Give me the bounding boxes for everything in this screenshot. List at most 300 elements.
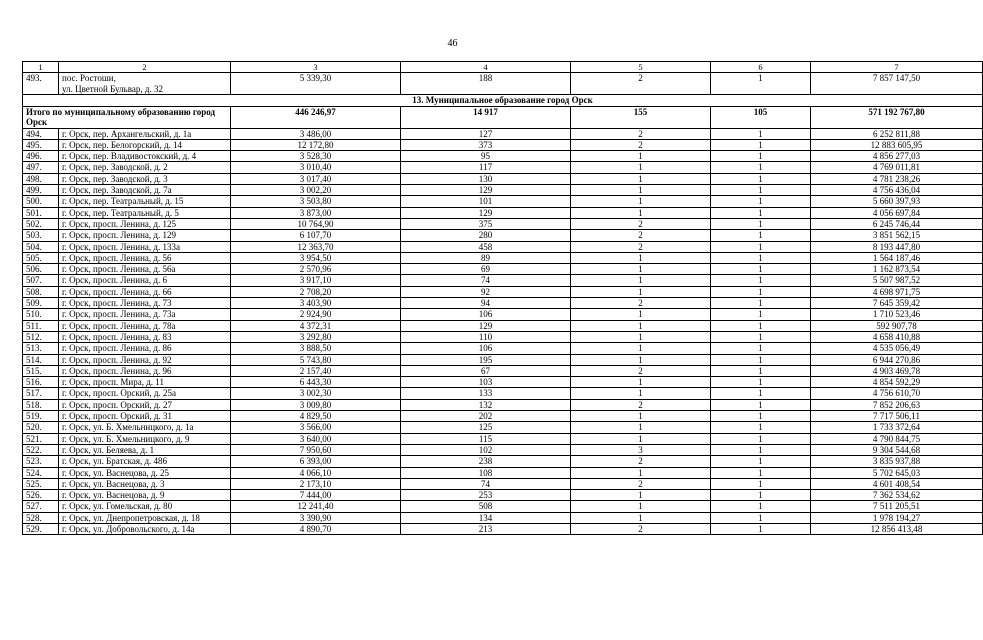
row-col5: 1: [571, 151, 711, 162]
row-cost: 4 756 436,04: [811, 185, 983, 196]
row-number: 501.: [23, 207, 59, 218]
table-row: [23, 320, 983, 331]
table-row: [23, 275, 983, 286]
total-col5: 155: [571, 106, 711, 128]
row-address: г. Орск, просп. Ленина, д. 78а: [59, 320, 231, 331]
row-col5: 1: [571, 422, 711, 433]
row-area: 7 950,60: [231, 444, 401, 455]
row-col6: 1: [711, 173, 811, 184]
row-area: 3 390,90: [231, 512, 401, 523]
table-row: [23, 151, 983, 162]
row-residents: 134: [401, 512, 571, 523]
row-cost: 7 511 205,51: [811, 501, 983, 512]
row-col5: 2: [571, 365, 711, 376]
row-address: г. Орск, пер. Заводской, д. 7а: [59, 185, 231, 196]
row-col6: 1: [711, 218, 811, 229]
row-area: 5 339,30: [231, 73, 401, 95]
row-area: 3 873,00: [231, 207, 401, 218]
row-residents: 127: [401, 128, 571, 139]
row-area: 4 890,70: [231, 523, 401, 534]
row-address: г. Орск, пер. Владивостокский, д. 4: [59, 151, 231, 162]
row-col5: 1: [571, 512, 711, 523]
row-cost: 4 790 844,75: [811, 433, 983, 444]
table-row: [23, 377, 983, 388]
row-col5: 1: [571, 343, 711, 354]
row-cost: 4 856 277,03: [811, 151, 983, 162]
row-area: 6 443,30: [231, 377, 401, 388]
row-area: 6 107,70: [231, 230, 401, 241]
total-row: [23, 106, 983, 128]
row-col6: 1: [711, 264, 811, 275]
row-col5: 1: [571, 377, 711, 388]
row-col5: 1: [571, 207, 711, 218]
row-residents: 101: [401, 196, 571, 207]
row-area: 3 954,50: [231, 252, 401, 263]
row-cost: 3 835 937,88: [811, 456, 983, 467]
row-area: 3 010,40: [231, 162, 401, 173]
row-cost: 3 851 562,15: [811, 230, 983, 241]
row-cost: 7 362 534,62: [811, 490, 983, 501]
table-row: [23, 207, 983, 218]
table-row: [23, 286, 983, 297]
row-cost: 4 535 056,49: [811, 343, 983, 354]
row-cost: 1 710 523,46: [811, 309, 983, 320]
row-col6: 1: [711, 399, 811, 410]
row-cost: 1 978 194,27: [811, 512, 983, 523]
row-col6: 1: [711, 490, 811, 501]
row-residents: 108: [401, 467, 571, 478]
row-area: 2 173,10: [231, 478, 401, 489]
row-cost: 5 702 645,03: [811, 467, 983, 478]
row-address: г. Орск, просп. Ленина, д. 129: [59, 230, 231, 241]
row-address: [59, 73, 231, 95]
row-col5: 1: [571, 286, 711, 297]
table-row: [23, 230, 983, 241]
row-area: 3 566,00: [231, 422, 401, 433]
row-residents: 69: [401, 264, 571, 275]
row-address: г. Орск, пер. Театральный, д. 15: [59, 196, 231, 207]
row-col5: 1: [571, 388, 711, 399]
row-area: 3 017,40: [231, 173, 401, 184]
row-cost: 7 645 359,42: [811, 298, 983, 309]
row-area: 10 764,90: [231, 218, 401, 229]
row-col6: 1: [711, 377, 811, 388]
row-residents: 89: [401, 252, 571, 263]
table-row: [23, 354, 983, 365]
row-residents: 92: [401, 286, 571, 297]
row-address: г. Орск, ул. Добровольского, д. 14а: [59, 523, 231, 534]
row-cost: 12 856 413,48: [811, 523, 983, 534]
row-area: 12 241,40: [231, 501, 401, 512]
row-col6: 1: [711, 411, 811, 422]
row-number: 503.: [23, 230, 59, 241]
row-col6: 1: [711, 331, 811, 342]
row-area: 3 503,80: [231, 196, 401, 207]
row-residents: 280: [401, 230, 571, 241]
table-row: [23, 365, 983, 376]
row-residents: 125: [401, 422, 571, 433]
row-col5: 1: [571, 162, 711, 173]
row-col5: 1: [571, 185, 711, 196]
row-col6: 1: [711, 286, 811, 297]
row-number: 519.: [23, 411, 59, 422]
row-col5: 1: [571, 411, 711, 422]
row-cost: 9 304 544,68: [811, 444, 983, 455]
row-address: г. Орск, просп. Ленина, д. 86: [59, 343, 231, 354]
row-col6: 1: [711, 467, 811, 478]
table-row: [23, 512, 983, 523]
row-col5: 1: [571, 309, 711, 320]
row-number: 494.: [23, 128, 59, 139]
row-number: 510.: [23, 309, 59, 320]
row-residents: 238: [401, 456, 571, 467]
row-residents: 129: [401, 207, 571, 218]
building-registry-table: [22, 61, 983, 535]
row-number: 521.: [23, 433, 59, 444]
row-col6: 1: [711, 309, 811, 320]
row-col5: 2: [571, 523, 711, 534]
row-area: 2 708,20: [231, 286, 401, 297]
row-cost: 4 769 011,81: [811, 162, 983, 173]
row-address: г. Орск, ул. Васнецова, д. 3: [59, 478, 231, 489]
column-number-row: [23, 62, 983, 73]
row-col5: 2: [571, 241, 711, 252]
section-title: 13. Муниципальное образование город Орск: [23, 95, 983, 106]
row-cost: 7 852 206,63: [811, 399, 983, 410]
row-area: 3 528,30: [231, 151, 401, 162]
row-residents: 95: [401, 151, 571, 162]
column-number: 1: [23, 62, 59, 73]
row-col6: 1: [711, 252, 811, 263]
row-area: 3 888,50: [231, 343, 401, 354]
row-col6: 1: [711, 444, 811, 455]
row-area: 2 570,96: [231, 264, 401, 275]
row-residents: 133: [401, 388, 571, 399]
table-row: [23, 241, 983, 252]
table-row: [23, 467, 983, 478]
row-residents: 67: [401, 365, 571, 376]
row-cost: 6 245 746,44: [811, 218, 983, 229]
row-col5: 2: [571, 230, 711, 241]
row-col6: 1: [711, 207, 811, 218]
table-row: [23, 252, 983, 263]
row-residents: 213: [401, 523, 571, 534]
row-residents: 508: [401, 501, 571, 512]
row-address: г. Орск, просп. Ленина, д. 133а: [59, 241, 231, 252]
table-row: [23, 173, 983, 184]
column-number: 7: [811, 62, 983, 73]
row-address: г. Орск, просп. Ленина, д. 56: [59, 252, 231, 263]
row-residents: 129: [401, 185, 571, 196]
row-number: 493.: [23, 73, 59, 95]
row-col6: 1: [711, 512, 811, 523]
row-number: 495.: [23, 139, 59, 150]
row-cost: 592 907,78: [811, 320, 983, 331]
row-address: г. Орск, ул. Беляева, д. 1: [59, 444, 231, 455]
row-number: 514.: [23, 354, 59, 365]
table-row: [23, 422, 983, 433]
row-number: 525.: [23, 478, 59, 489]
row-col6: 1: [711, 320, 811, 331]
row-cost: 1 162 873,54: [811, 264, 983, 275]
row-address: г. Орск, просп. Ленина, д. 73а: [59, 309, 231, 320]
table-row: [23, 139, 983, 150]
row-cost: 4 756 610,70: [811, 388, 983, 399]
row-area: 4 066,10: [231, 467, 401, 478]
row-number: 498.: [23, 173, 59, 184]
table-row: [23, 433, 983, 444]
row-number: 496.: [23, 151, 59, 162]
column-number: 4: [401, 62, 571, 73]
row-col5: 1: [571, 173, 711, 184]
row-cost: 7 857 147,50: [811, 73, 983, 95]
row-col5: 1: [571, 354, 711, 365]
row-col6: 1: [711, 343, 811, 354]
row-address: г. Орск, просп. Ленина, д. 92: [59, 354, 231, 365]
total-label: Итого по муниципальному образованию город Орск: [23, 106, 231, 128]
table-row: [23, 73, 983, 95]
table-row: [23, 501, 983, 512]
total-cost: 571 192 767,80: [811, 106, 983, 128]
row-address: г. Орск, ул. Васнецова, д. 9: [59, 490, 231, 501]
row-residents: 373: [401, 139, 571, 150]
row-cost: 4 781 238,26: [811, 173, 983, 184]
row-col6: 1: [711, 230, 811, 241]
row-col6: 1: [711, 456, 811, 467]
table-row: [23, 185, 983, 196]
row-col5: 3: [571, 444, 711, 455]
row-residents: 106: [401, 309, 571, 320]
row-residents: 188: [401, 73, 571, 95]
row-col6: 1: [711, 128, 811, 139]
table-row: [23, 399, 983, 410]
row-number: 511.: [23, 320, 59, 331]
row-address: г. Орск, пер. Заводской, д. 2: [59, 162, 231, 173]
table-row: [23, 128, 983, 139]
row-area: 12 172,80: [231, 139, 401, 150]
row-address: г. Орск, пер. Театральный, д. 5: [59, 207, 231, 218]
row-cost: 4 903 469,78: [811, 365, 983, 376]
row-residents: 129: [401, 320, 571, 331]
row-area: 7 444,00: [231, 490, 401, 501]
row-col5: 2: [571, 298, 711, 309]
row-col5: 1: [571, 433, 711, 444]
row-number: 524.: [23, 467, 59, 478]
row-cost: 1 733 372,64: [811, 422, 983, 433]
row-residents: 106: [401, 343, 571, 354]
row-cost: 4 854 592,29: [811, 377, 983, 388]
address-line: пос. Ростоши,: [62, 73, 116, 84]
table-row: [23, 218, 983, 229]
row-residents: 74: [401, 478, 571, 489]
row-col5: 2: [571, 478, 711, 489]
row-residents: 375: [401, 218, 571, 229]
table-row: [23, 331, 983, 342]
row-address: г. Орск, просп. Ленина, д. 125: [59, 218, 231, 229]
row-area: 3 917,10: [231, 275, 401, 286]
row-area: 5 743,80: [231, 354, 401, 365]
row-address: г. Орск, просп. Ленина, д. 6: [59, 275, 231, 286]
row-number: 499.: [23, 185, 59, 196]
row-area: 3 002,20: [231, 185, 401, 196]
row-number: 509.: [23, 298, 59, 309]
row-cost: 6 944 270,86: [811, 354, 983, 365]
row-residents: 195: [401, 354, 571, 365]
row-cost: 8 193 447,80: [811, 241, 983, 252]
row-residents: 110: [401, 331, 571, 342]
column-number: 6: [711, 62, 811, 73]
table-row: [23, 388, 983, 399]
row-address: г. Орск, пер. Архангельский, д. 1а: [59, 128, 231, 139]
row-cost: 12 883 605,95: [811, 139, 983, 150]
row-number: 507.: [23, 275, 59, 286]
page-number: 46: [447, 38, 458, 49]
row-number: 526.: [23, 490, 59, 501]
row-address: г. Орск, просп. Ленина, д. 73: [59, 298, 231, 309]
row-col5: 2: [571, 456, 711, 467]
row-cost: 7 717 506,11: [811, 411, 983, 422]
row-cost: 4 601 408,54: [811, 478, 983, 489]
row-address: г. Орск, просп. Ленина, д. 56а: [59, 264, 231, 275]
row-col6: 1: [711, 478, 811, 489]
row-area: 3 002,30: [231, 388, 401, 399]
row-number: 513.: [23, 343, 59, 354]
row-number: 518.: [23, 399, 59, 410]
row-number: 505.: [23, 252, 59, 263]
row-number: 515.: [23, 365, 59, 376]
table-row: [23, 523, 983, 534]
table-row: [23, 309, 983, 320]
table-row: [23, 456, 983, 467]
row-col5: 1: [571, 275, 711, 286]
row-cost: 4 698 971,75: [811, 286, 983, 297]
row-number: 508.: [23, 286, 59, 297]
table-row: [23, 444, 983, 455]
table-row: [23, 162, 983, 173]
table-row: [23, 478, 983, 489]
row-area: 2 157,40: [231, 365, 401, 376]
row-col5: 1: [571, 264, 711, 275]
row-number: 512.: [23, 331, 59, 342]
row-col5: 2: [571, 399, 711, 410]
row-area: 3 640,00: [231, 433, 401, 444]
row-address: г. Орск, ул. Б. Хмельницкого, д. 1а: [59, 422, 231, 433]
row-number: 502.: [23, 218, 59, 229]
row-area: 6 393,00: [231, 456, 401, 467]
row-col6: 1: [711, 365, 811, 376]
row-number: 497.: [23, 162, 59, 173]
row-residents: 130: [401, 173, 571, 184]
row-address: г. Орск, ул. Днепропетровская, д. 18: [59, 512, 231, 523]
row-address: г. Орск, пер. Белогорский, д. 14: [59, 139, 231, 150]
row-col5: 2: [571, 139, 711, 150]
row-col5: 1: [571, 320, 711, 331]
table-row: [23, 196, 983, 207]
row-number: 528.: [23, 512, 59, 523]
row-address: г. Орск, просп. Орский, д. 25а: [59, 388, 231, 399]
total-area: 446 246,97: [231, 106, 401, 128]
row-cost: 5 660 397,93: [811, 196, 983, 207]
row-residents: 94: [401, 298, 571, 309]
row-cost: 4 056 697,84: [811, 207, 983, 218]
row-number: 504.: [23, 241, 59, 252]
row-residents: 115: [401, 433, 571, 444]
section-header-row: [23, 95, 983, 106]
row-col5: 1: [571, 331, 711, 342]
row-col6: 1: [711, 433, 811, 444]
row-address: г. Орск, просп. Орский, д. 27: [59, 399, 231, 410]
row-number: 523.: [23, 456, 59, 467]
row-address: г. Орск, ул. Братская, д. 486: [59, 456, 231, 467]
row-area: 12 363,70: [231, 241, 401, 252]
row-address: г. Орск, просп. Ленина, д. 96: [59, 365, 231, 376]
row-address: г. Орск, просп. Орский, д. 31: [59, 411, 231, 422]
row-cost: 6 252 811,88: [811, 128, 983, 139]
row-col5: 1: [571, 252, 711, 263]
table-row: [23, 264, 983, 275]
row-number: 500.: [23, 196, 59, 207]
row-col6: 1: [711, 241, 811, 252]
row-area: 2 924,90: [231, 309, 401, 320]
row-number: 516.: [23, 377, 59, 388]
address-line: ул. Цветной Бульвар, д. 32: [62, 83, 163, 94]
row-col5: 1: [571, 490, 711, 501]
row-area: 3 292,80: [231, 331, 401, 342]
row-residents: 102: [401, 444, 571, 455]
row-col6: 1: [711, 162, 811, 173]
row-address: г. Орск, ул. Васнецова, д. 25: [59, 467, 231, 478]
row-col6: 1: [711, 139, 811, 150]
row-number: 520.: [23, 422, 59, 433]
row-address: г. Орск, просп. Ленина, д. 66: [59, 286, 231, 297]
row-address: г. Орск, ул. Гомельская, д. 80: [59, 501, 231, 512]
total-residents: 14 917: [401, 106, 571, 128]
row-residents: 253: [401, 490, 571, 501]
row-col6: 1: [711, 185, 811, 196]
column-number: 5: [571, 62, 711, 73]
row-col5: 2: [571, 128, 711, 139]
row-area: 4 372,31: [231, 320, 401, 331]
row-col5: 1: [571, 501, 711, 512]
table-row: [23, 411, 983, 422]
row-residents: 103: [401, 377, 571, 388]
row-cost: 1 564 187,46: [811, 252, 983, 263]
column-number: 3: [231, 62, 401, 73]
row-number: 522.: [23, 444, 59, 455]
table-row: [23, 298, 983, 309]
row-col5: 2: [571, 218, 711, 229]
row-address: г. Орск, просп. Мира, д. 11: [59, 377, 231, 388]
row-residents: 117: [401, 162, 571, 173]
row-residents: 74: [401, 275, 571, 286]
row-number: 506.: [23, 264, 59, 275]
row-col6: 1: [711, 501, 811, 512]
row-address: г. Орск, пер. Заводской, д. 3: [59, 173, 231, 184]
row-number: 517.: [23, 388, 59, 399]
row-residents: 458: [401, 241, 571, 252]
row-col5: 1: [571, 196, 711, 207]
column-number: 2: [59, 62, 231, 73]
row-area: 3 486,00: [231, 128, 401, 139]
row-cost: 5 507 987,52: [811, 275, 983, 286]
row-residents: 202: [401, 411, 571, 422]
row-residents: 132: [401, 399, 571, 410]
row-cost: 4 658 410,88: [811, 331, 983, 342]
table-row: [23, 490, 983, 501]
row-area: 3 403,90: [231, 298, 401, 309]
row-col6: 1: [711, 298, 811, 309]
row-col6: 1: [711, 151, 811, 162]
